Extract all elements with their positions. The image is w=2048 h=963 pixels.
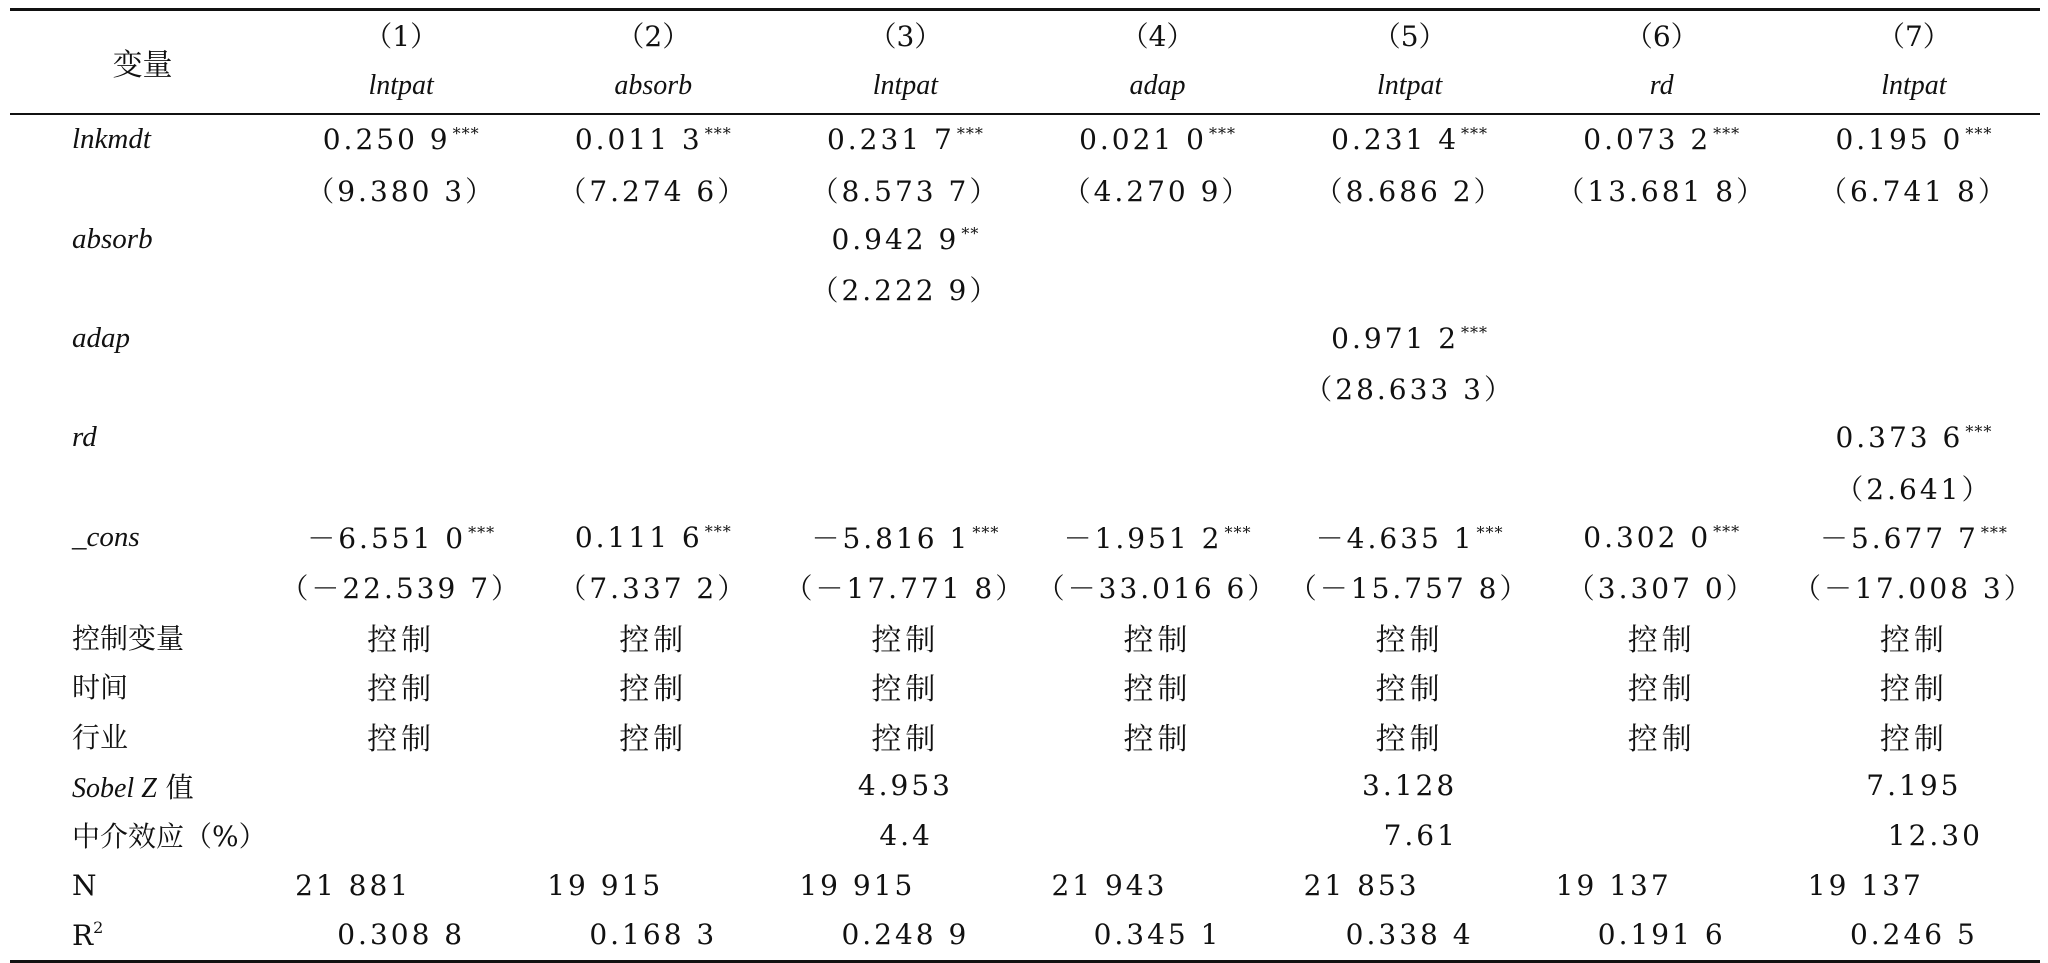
col-number-4: （4） — [1120, 20, 1195, 53]
tstat-cell: （28.633 3） — [1304, 373, 1515, 407]
tstat-cell: （13.681 8） — [1556, 174, 1768, 208]
coef-cell: 0.302 0 *** — [1583, 520, 1741, 554]
control-cell: 控制 — [1879, 672, 1948, 708]
mediation-cell: 7.61 — [1383, 818, 1458, 852]
col-depvar-7: lntpat — [1881, 70, 1947, 101]
tstat-cell: （－22.539 7） — [280, 572, 523, 606]
col-number-5: （5） — [1372, 20, 1447, 53]
tstat-cell: （4.270 9） — [1062, 174, 1253, 208]
control-cell: 控制 — [619, 622, 688, 658]
control-cell: 控制 — [367, 672, 436, 708]
tstat-cell: （8.573 7） — [810, 174, 1001, 208]
row-label-lnkmdt: lnkmdt — [72, 123, 151, 156]
sobel-cell: 4.953 — [857, 769, 953, 803]
row-rd-tstat — [10, 463, 2040, 513]
control-cell: 控制 — [1375, 722, 1444, 758]
coef-cell: 0.942 9 ** — [831, 222, 980, 256]
row-label-industry: 行业 — [72, 721, 129, 755]
row-label-n: N — [72, 868, 97, 902]
control-cell: 控制 — [1627, 622, 1696, 658]
row-controls — [10, 612, 2040, 662]
col-number-2: （2） — [616, 20, 691, 53]
coef-cell: －5.816 1 *** — [811, 522, 1000, 556]
col-depvar-5: lntpat — [1376, 70, 1443, 101]
control-cell: 控制 — [1879, 622, 1948, 658]
tstat-cell: （－17.771 8） — [784, 572, 1027, 606]
sobel-cell: 7.195 — [1866, 769, 1962, 803]
tstat-cell: （3.307 0） — [1566, 572, 1757, 606]
coef-cell: 0.195 0 *** — [1835, 123, 1993, 157]
tstat-cell: （－15.757 8） — [1288, 572, 1531, 606]
tstat-cell: （6.741 8） — [1818, 174, 2009, 208]
row-adap-coef — [10, 314, 2040, 364]
row-absorb-tstat — [10, 264, 2040, 314]
row-label-mediation: 中介效应（%） — [72, 820, 267, 854]
sobel-cell: 3.128 — [1362, 769, 1458, 803]
n-cell: 19 915 — [547, 868, 664, 902]
control-cell: 控制 — [871, 672, 940, 708]
n-cell: 21 853 — [1303, 868, 1420, 902]
col-number-1: （1） — [364, 20, 439, 53]
col-number-3: （3） — [868, 20, 943, 53]
coef-cell: 0.971 2 *** — [1331, 322, 1489, 356]
col-depvar-2: absorb — [614, 70, 693, 101]
coef-cell: 0.231 4 *** — [1331, 123, 1489, 157]
row-label-adap: adap — [72, 322, 130, 355]
control-cell: 控制 — [367, 622, 436, 658]
mediation-cell: 12.30 — [1887, 818, 1983, 852]
control-cell: 控制 — [1123, 622, 1192, 658]
control-cell: 控制 — [871, 622, 940, 658]
header-row-dependent-vars — [10, 59, 2040, 114]
coef-cell: 0.373 6 *** — [1835, 421, 1993, 455]
mediation-regression-table — [10, 8, 2040, 963]
tstat-cell: （2.641） — [1835, 472, 1993, 506]
tstat-cell: （2.222 9） — [810, 273, 1001, 307]
control-cell: 控制 — [1627, 722, 1696, 758]
tstat-cell: （7.274 6） — [558, 174, 749, 208]
n-cell: 19 137 — [1807, 868, 1924, 902]
control-cell: 控制 — [619, 672, 688, 708]
coef-cell: 0.111 6 *** — [574, 520, 732, 554]
n-cell: 19 915 — [799, 868, 916, 902]
col-number-7: （7） — [1876, 20, 1951, 53]
row-r-squared — [10, 910, 2040, 961]
coef-cell: －5.677 7 *** — [1819, 522, 2008, 556]
coef-cell: 0.011 3 *** — [574, 123, 732, 157]
row-label-controls: 控制变量 — [72, 621, 185, 655]
row-sobel-z — [10, 761, 2040, 811]
n-cell: 19 137 — [1555, 868, 1672, 902]
tstat-cell: （9.380 3） — [306, 174, 497, 208]
coef-cell: －6.551 0 *** — [307, 522, 496, 556]
row-label-rd: rd — [72, 421, 97, 454]
row-absorb-coef — [10, 214, 2040, 264]
row-n — [10, 860, 2040, 910]
row-cons-coef — [10, 513, 2040, 563]
variable-header: 变量 — [10, 10, 275, 115]
control-cell: 控制 — [1375, 622, 1444, 658]
coef-cell: －1.951 2 *** — [1063, 522, 1252, 556]
r2-cell: 0.308 8 — [337, 918, 466, 952]
tstat-cell: （7.337 2） — [558, 572, 749, 606]
control-cell: 控制 — [1375, 672, 1444, 708]
row-label-absorb: absorb — [72, 222, 153, 255]
control-cell: 控制 — [1879, 722, 1948, 758]
row-mediation — [10, 811, 2040, 861]
r2-cell: 0.248 9 — [841, 918, 970, 952]
control-cell: 控制 — [1123, 722, 1192, 758]
n-cell: 21 881 — [295, 868, 412, 902]
row-industry — [10, 711, 2040, 761]
n-cell: 21 943 — [1051, 868, 1168, 902]
control-cell: 控制 — [367, 722, 436, 758]
tstat-cell: （－33.016 6） — [1036, 572, 1279, 606]
tstat-cell: （8.686 2） — [1314, 174, 1505, 208]
row-label-r-squared: $R^2$ — [72, 917, 104, 952]
row-label-time: 时间 — [72, 671, 129, 705]
row-cons-tstat — [10, 562, 2040, 612]
r2-cell: 0.168 3 — [589, 918, 718, 952]
col-depvar-4: adap — [1129, 70, 1186, 101]
r2-cell: 0.191 6 — [1597, 918, 1726, 952]
control-cell: 控制 — [619, 722, 688, 758]
control-cell: 控制 — [871, 722, 940, 758]
row-lnkmdt-tstat — [10, 165, 2040, 215]
row-lnkmdt-coef — [10, 114, 2040, 165]
control-cell: 控制 — [1627, 672, 1696, 708]
coef-cell: 0.021 0 *** — [1079, 123, 1236, 157]
row-time — [10, 662, 2040, 712]
r2-cell: 0.246 5 — [1849, 918, 1978, 952]
row-rd-coef — [10, 413, 2040, 463]
mediation-cell: 4.4 — [879, 818, 933, 852]
row-label-cons: _cons — [72, 520, 140, 553]
coef-cell: 0.231 7 *** — [826, 123, 984, 157]
col-depvar-6: rd — [1649, 70, 1674, 101]
col-number-6: （6） — [1624, 20, 1699, 53]
r2-cell: 0.338 4 — [1345, 918, 1474, 952]
header-row-col-numbers — [10, 10, 2040, 60]
col-depvar-3: lntpat — [872, 70, 939, 101]
coef-cell: 0.250 9 *** — [322, 123, 480, 157]
r2-cell: 0.345 1 — [1093, 918, 1222, 952]
coef-cell: －4.635 1 *** — [1315, 522, 1504, 556]
row-adap-tstat — [10, 363, 2040, 413]
regression-table-container — [10, 8, 2040, 963]
tstat-cell: （－17.008 3） — [1793, 572, 2035, 606]
row-label-sobel-z: Sobel Z 值 — [72, 770, 194, 804]
col-depvar-1: lntpat — [368, 70, 434, 101]
coef-cell: 0.073 2 *** — [1583, 123, 1741, 157]
control-cell: 控制 — [1123, 672, 1192, 708]
